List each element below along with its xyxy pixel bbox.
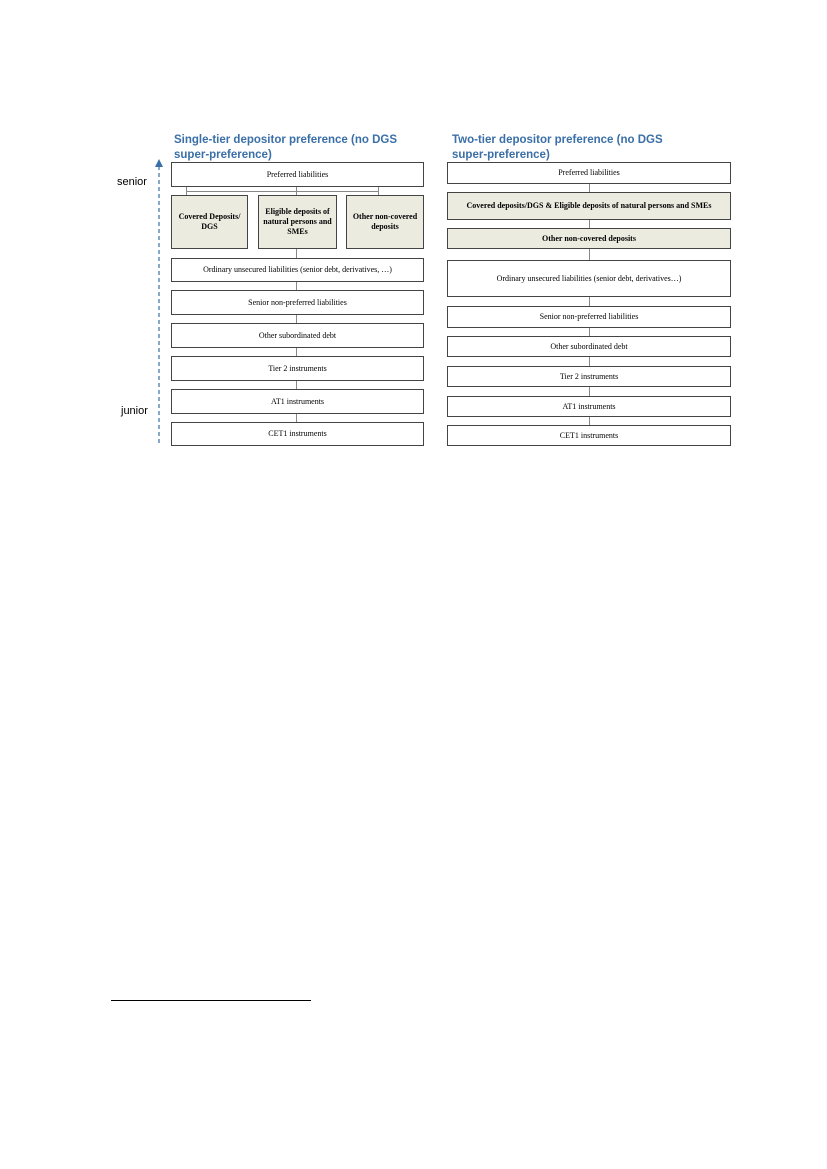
right-at1 bbox=[447, 396, 731, 417]
left-tier2-label: Tier 2 instruments bbox=[268, 363, 327, 373]
left-other-non-covered-label: Other non-covered deposits bbox=[352, 212, 418, 231]
right-diagram-title: Two-tier depositor preference (no DGS super-preference) bbox=[452, 134, 663, 161]
right-covered-eligible-label: Covered deposits/DGS & Eligible deposits of natural persons and SMEs bbox=[466, 201, 712, 210]
left-cet1-label: CET1 instruments bbox=[268, 429, 327, 438]
seniority-arrow bbox=[154, 158, 166, 448]
left-at1 bbox=[171, 389, 424, 414]
right-other-subordinated-label: Other subordinated debt bbox=[550, 341, 628, 351]
junior-label: junior bbox=[121, 405, 148, 417]
left-diagram-title: Single-tier depositor preference (no DGS super-preference) bbox=[174, 134, 398, 161]
senior-label: senior bbox=[117, 176, 147, 188]
left-senior-non-preferred-label: Senior non-preferred liabilities bbox=[248, 297, 347, 307]
right-senior-non-preferred-label: Senior non-preferred liabilities bbox=[539, 312, 639, 321]
left-other-non-covered-deposits bbox=[346, 195, 424, 249]
right-other-subordinated bbox=[447, 336, 731, 357]
left-preferred-liabilities-label: Preferred liabilities bbox=[266, 169, 329, 179]
right-covered-eligible-deposits bbox=[447, 192, 731, 220]
left-cet1 bbox=[171, 422, 424, 446]
right-preferred-liabilities bbox=[447, 162, 731, 184]
right-senior-non-preferred bbox=[447, 306, 731, 328]
footnote-separator bbox=[111, 1000, 311, 1001]
right-cet1 bbox=[447, 425, 731, 446]
right-other-non-covered-deposits bbox=[447, 228, 731, 249]
right-preferred-liabilities-label: Preferred liabilities bbox=[558, 168, 620, 177]
left-other-subordinated bbox=[171, 323, 424, 348]
left-tier2 bbox=[171, 356, 424, 381]
left-eligible-deposits-label: Eligible deposits of natural persons and SMEs bbox=[263, 207, 332, 236]
left-covered-deposits-label: Covered Deposits/ DGS bbox=[178, 212, 241, 231]
right-other-non-covered-label: Other non-covered deposits bbox=[542, 233, 636, 243]
right-tier2 bbox=[447, 366, 731, 387]
left-ordinary-unsecured-label: Ordinary unsecured liabilities (senior debt, derivatives, …) bbox=[203, 265, 392, 274]
left-senior-non-preferred bbox=[171, 290, 424, 315]
left-eligible-deposits bbox=[258, 195, 337, 249]
left-preferred-liabilities bbox=[171, 162, 424, 187]
right-cet1-label: CET1 instruments bbox=[559, 430, 619, 440]
left-other-subordinated-label: Other subordinated debt bbox=[258, 330, 337, 340]
left-ordinary-unsecured bbox=[171, 258, 424, 282]
right-at1-label: AT1 instruments bbox=[562, 401, 616, 411]
right-ordinary-unsecured-label: Ordinary unsecured liabilities (senior debt, derivatives…) bbox=[496, 273, 682, 283]
left-covered-deposits bbox=[171, 195, 248, 249]
right-ordinary-unsecured bbox=[447, 260, 731, 297]
left-at1-label: AT1 instruments bbox=[270, 396, 325, 406]
right-tier2-label: Tier 2 instruments bbox=[559, 371, 619, 381]
